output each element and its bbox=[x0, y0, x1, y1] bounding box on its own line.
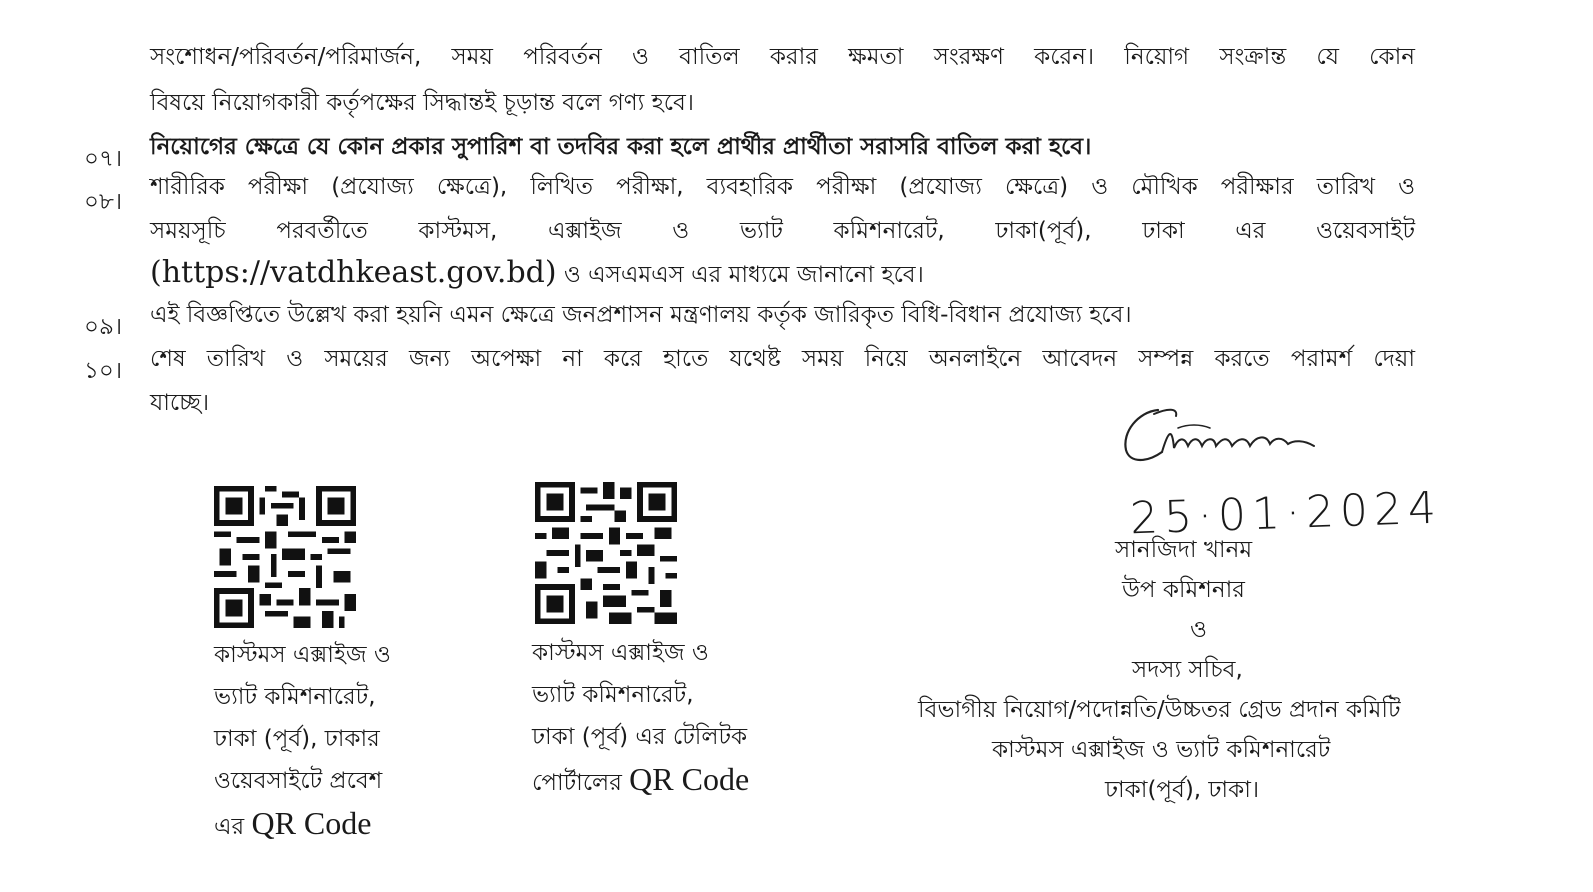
item-08-line-2: সময়সূচি পরবর্তীতে কাস্টমস, এক্সাইজ ও ভ্যাট কমিশনারেট, ঢাকা(পূর্ব), ঢাকা এর ওয়েবসাইট bbox=[150, 218, 1415, 244]
signatory-committee: বিভাগীয় নিয়োগ/পদোন্নতি/উচ্চতর গ্রেড প্রদান কমিটি bbox=[918, 697, 1401, 723]
qr-code-website[interactable] bbox=[214, 486, 356, 628]
qr-caption-website-prefix: এর bbox=[214, 814, 245, 840]
signatory-designation: উপ কমিশনার bbox=[1122, 577, 1245, 603]
qr-caption-teletalk bbox=[532, 632, 749, 804]
qr-caption-teletalk-line: ঢাকা (পূর্ব) এর টেলিটক bbox=[532, 724, 748, 750]
qr-caption-teletalk-line: কাস্টমস এক্সাইজ ও bbox=[532, 640, 709, 666]
item-07-number: ০৭। bbox=[84, 146, 123, 172]
handwritten-signature bbox=[1118, 402, 1328, 472]
qr-code-teletalk[interactable] bbox=[535, 482, 677, 624]
continued-line-1: সংশোধন/পরিবর্তন/পরিমার্জন, সময় পরিবর্তন ও বাতিল করার ক্ষমতা সংরক্ষণ করেন। নিয়োগ সংক্রান্ত যে কোন bbox=[150, 44, 1415, 70]
signatory-block bbox=[900, 530, 1500, 810]
qr-caption-website bbox=[214, 634, 391, 848]
item-08-line-3 bbox=[150, 252, 924, 296]
signature-date: 25·01·2024 bbox=[1129, 482, 1443, 545]
item-09-number: ০৯। bbox=[84, 314, 123, 340]
qr-caption-teletalk-line: ভ্যাট কমিশনারেট, bbox=[532, 682, 694, 708]
signatory-office: কাস্টমস এক্সাইজ ও ভ্যাট কমিশনারেট bbox=[992, 737, 1331, 763]
qr-caption-website-line-last bbox=[214, 802, 391, 848]
item-07-text: নিয়োগের ক্ষেত্রে যে কোন প্রকার সুপারিশ বা তদবির করা হলে প্রার্থীর প্রার্থীতা সরাসরি বাতিল করা হবে। bbox=[150, 134, 1092, 160]
qr-caption-teletalk-prefix: পোর্টালের bbox=[532, 770, 622, 796]
continued-line-2: বিষয়ে নিয়োগকারী কর্তৃপক্ষের সিদ্ধান্তই চূড়ান্ত বলে গণ্য হবে। bbox=[150, 90, 695, 116]
item-08-line-1: শারীরিক পরীক্ষা (প্রযোজ্য ক্ষেত্রে), লিখিত পরীক্ষা, ব্যবহারিক পরীক্ষা (প্রযোজ্য ক্ষেত্রে) ও মৌখিক পরীক্ষার তারিখ ও bbox=[150, 174, 1415, 200]
item-10-number: ১০। bbox=[84, 358, 123, 384]
item-10-line-1: শেষ তারিখ ও সময়ের জন্য অপেক্ষা না করে হাতে যথেষ্ট সময় নিয়ে অনলাইনে আবেদন সম্পন্ন করতে পরামর্শ দেয়া bbox=[150, 346, 1415, 372]
website-url[interactable]: (https://vatdhkeast.gov.bd) bbox=[150, 255, 557, 290]
qr-caption-website-line: ওয়েবসাইটে প্রবেশ bbox=[214, 768, 383, 794]
item-08-line-3-tail: ও এসএমএস এর মাধ্যমে জানানো হবে। bbox=[556, 262, 924, 288]
signatory-conjunction: ও bbox=[1190, 617, 1207, 643]
qr-caption-teletalk-code: QR Code bbox=[629, 761, 750, 797]
qr-caption-website-line: ভ্যাট কমিশনারেট, bbox=[214, 684, 376, 710]
item-09-text: এই বিজ্ঞপ্তিতে উল্লেখ করা হয়নি এমন ক্ষেত্রে জনপ্রশাসন মন্ত্রণালয় কর্তৃক জারিকৃত বিধি-বিধান প্রযোজ্য হবে। bbox=[150, 302, 1132, 328]
signatory-role: সদস্য সচিব, bbox=[1132, 657, 1243, 683]
item-08-number: ০৮। bbox=[84, 189, 123, 215]
item-10-line-2: যাচ্ছে। bbox=[150, 390, 210, 416]
signatory-location: ঢাকা(পূর্ব), ঢাকা। bbox=[1105, 777, 1260, 803]
qr-caption-teletalk-line-last bbox=[532, 758, 749, 804]
qr-caption-website-code: QR Code bbox=[251, 805, 372, 841]
qr-caption-website-line: ঢাকা (পূর্ব), ঢাকার bbox=[214, 726, 380, 752]
signatory-name: সানজিদা খানম bbox=[1115, 537, 1253, 563]
qr-caption-website-line: কাস্টমস এক্সাইজ ও bbox=[214, 642, 391, 668]
